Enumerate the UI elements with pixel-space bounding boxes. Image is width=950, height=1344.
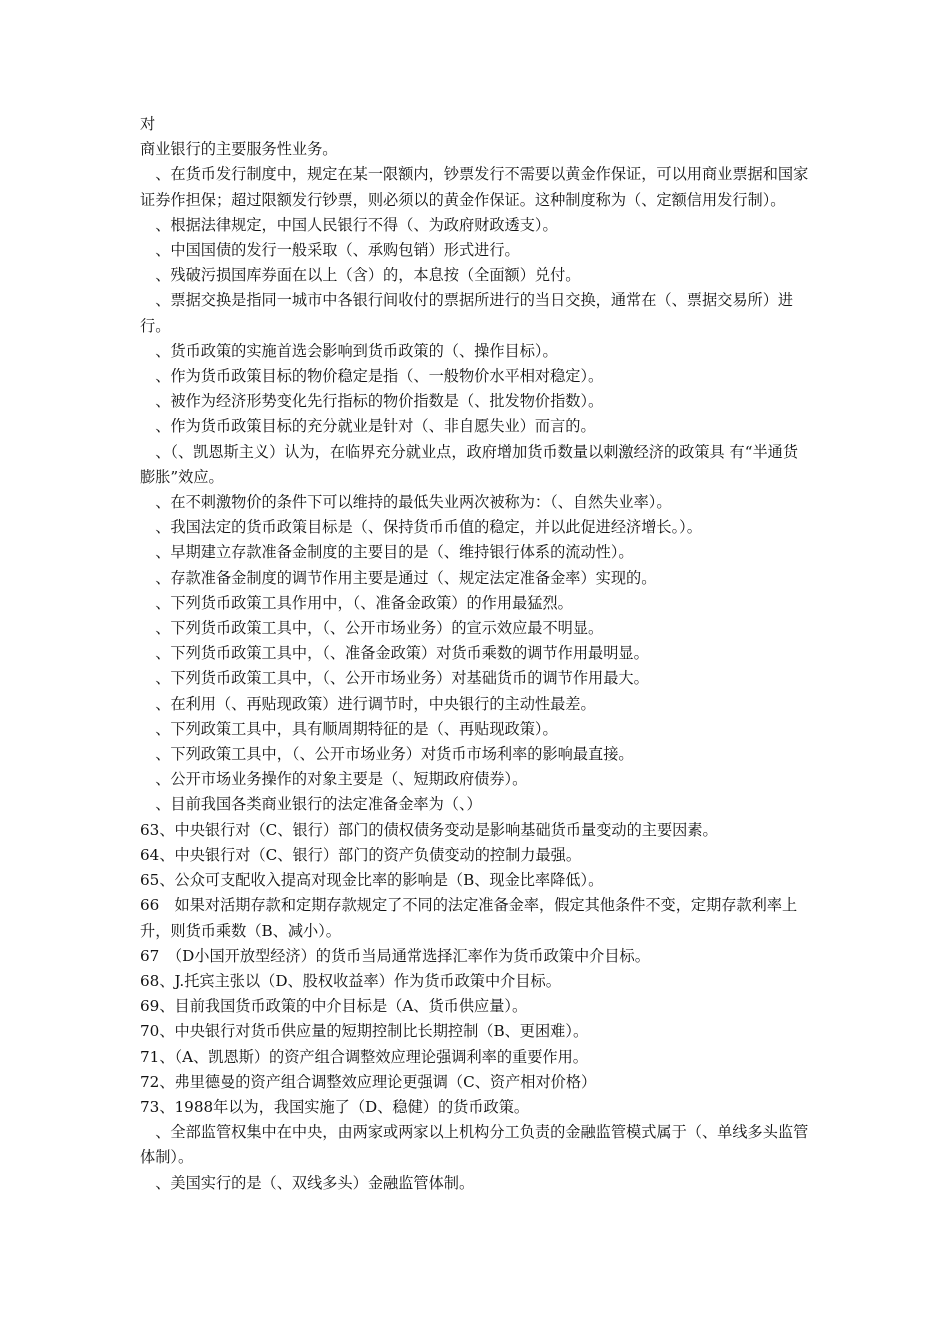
- text-line: 、中国国债的发行一般采取（、承购包销）形式进行。: [140, 241, 520, 260]
- text-line: 71、（A、凯恩斯）的资产组合调整效应理论强调利率的重要作用。: [140, 1047, 588, 1066]
- text-line: 、根据法律规定，中国人民银行不得（、为政府财政透支）。: [140, 215, 558, 234]
- text-line: 、我国法定的货币政策目标是（、保持货币币值的稳定，并以此促进经济增长。）。: [140, 518, 702, 537]
- text-line: 70、中央银行对货币供应量的短期控制比长期控制（B、更困难）。: [140, 1022, 589, 1041]
- text-line: 66 如果对活期存款和定期存款规定了不同的法定准备金率，假定其他条件不变，定期存款利率上升，则货币乘数（B、减小）。: [140, 896, 798, 940]
- text-line: 、（、凯恩斯主义）认为，在临界充分就业点，政府增加货币数量以刺激经济的政策具 有“半通货膨胀”效应。: [140, 442, 799, 486]
- text-line: 商业银行的主要服务性业务。: [140, 140, 338, 159]
- text-line: 64、中央银行对（C、银行）部门的资产负债变动的控制力最强。: [140, 845, 582, 864]
- text-line: 、在不刺激物价的条件下可以维持的最低失业两次被称为：（、自然失业率）。: [140, 493, 672, 512]
- text-line: 73、1988年以为，我国实施了（D、稳健）的货币政策。: [140, 1097, 530, 1116]
- text-line: 68、J.托宾主张以（D、股权收益率）作为货币政策中介目标。: [140, 971, 561, 990]
- text-line: 、票据交换是指同一城市中各银行间收付的票据所进行的当日交换，通常在（、票据交易所）进行。: [140, 291, 794, 335]
- text-line: 、残破污损国库券面在以上（含）的，本息按（全面额）兑付。: [140, 266, 581, 285]
- text-line: 、下列货币政策工具作用中，（、准备金政策）的作用最猛烈。: [140, 593, 573, 612]
- text-line: 、早期建立存款准备金制度的主要目的是（、维持银行体系的流动性）。: [140, 543, 634, 562]
- text-line: 、下列货币政策工具中，（、公开市场业务）对基础货币的调节作用最大。: [140, 669, 649, 688]
- text-line: 、被作为经济形势变化先行指标的物价指数是（、批发物价指数）。: [140, 392, 604, 411]
- text-line: 、下列货币政策工具中，（、公开市场业务）的宣示效应最不明显。: [140, 619, 604, 638]
- text-line: 、存款准备金制度的调节作用主要是通过（、规定法定准备金率）实现的。: [140, 568, 657, 587]
- text-line: 67 （D小国开放型经济）的货币当局通常选择汇率作为货币政策中介目标。: [140, 946, 650, 965]
- text-line: 、全部监管权集中在中央，由两家或两家以上机构分工负责的金融监管模式属于（、单线多头监管体制）。: [140, 1123, 809, 1167]
- text-line: 、在利用（、再贴现政策）进行调节时，中央银行的主动性最差。: [140, 694, 596, 713]
- text-line: 对: [140, 115, 156, 133]
- document-page: [140, 112, 812, 1196]
- text-line: 69、目前我国货币政策的中介目标是（A、货币供应量）。: [140, 997, 528, 1016]
- text-line: 、下列货币政策工具中，（、准备金政策）对货币乘数的调节作用最明显。: [140, 644, 649, 663]
- text-line: 、在货币发行制度中，规定在某一限额内，钞票发行不需要以黄金作保证，可以用商业票据和国家证券作担保；超过限额发行钞票，则必须以的黄金作保证。这种制度称为（、定额信用发行制）。: [140, 165, 809, 209]
- text-line: 、公开市场业务操作的对象主要是（、短期政府债券）。: [140, 770, 528, 789]
- text-line: 、目前我国各类商业银行的法定准备金率为（、）: [140, 795, 482, 814]
- text-line: 63、中央银行对（C、银行）部门的债权债务变动是影响基础货币量变动的主要因素。: [140, 820, 718, 839]
- text-line: 、下列政策工具中，具有顺周期特征的是（、再贴现政策）。: [140, 719, 558, 738]
- text-line: 、作为货币政策目标的物价稳定是指（、一般物价水平相对稳定）。: [140, 367, 604, 386]
- text-line: 、美国实行的是（、双线多头）金融监管体制。: [140, 1173, 475, 1192]
- text-line: 、下列政策工具中，（、公开市场业务）对货币市场利率的影响最直接。: [140, 745, 634, 764]
- text-line: 、货币政策的实施首选会影响到货币政策的（、操作目标）。: [140, 341, 558, 360]
- text-line: 、作为货币政策目标的充分就业是针对（、非自愿失业）而言的。: [140, 417, 596, 436]
- text-line: 65、公众可支配收入提高对现金比率的影响是（B、现金比率降低）。: [140, 871, 604, 890]
- text-line: 72、弗里德曼的资产组合调整效应理论更强调（C、资产相对价格）: [140, 1072, 597, 1091]
